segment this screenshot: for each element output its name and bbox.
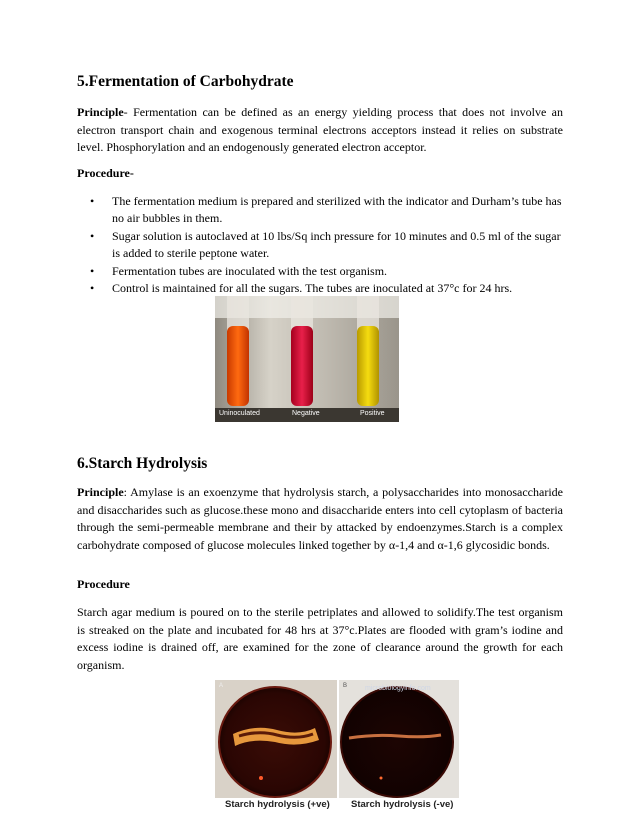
principle-label: Principle <box>77 485 124 499</box>
starch-hydrolysis-image <box>215 680 459 812</box>
watermark-text: microbiologyinfo.com <box>365 685 431 692</box>
starch-procedure-heading: Procedure <box>77 577 130 591</box>
starch-principle-paragraph <box>77 484 563 554</box>
fermentation-procedure-heading: Procedure- <box>77 166 134 180</box>
caption-positive: Starch hydrolysis (+ve) <box>225 799 330 810</box>
tube-label-uninoculated: Uninoculated <box>219 410 260 417</box>
tube-label-positive: Positive <box>360 410 385 417</box>
bullet-icon: • <box>90 228 95 243</box>
section-heading-fermentation: 5.Fermentation of Carbohydrate <box>77 73 294 90</box>
list-item: • Fermentation tubes are inoculated with the test organism. <box>77 263 563 280</box>
bullet-icon: • <box>90 281 95 296</box>
bullet-icon: • <box>90 263 95 278</box>
starch-procedure-text: Starch agar medium is poured on to the sterile petriplates and allowed to solidify.The test organism is streaked on the plate and incubated for 48 hrs at 37°c.Plates are flooded with gram’s iodine and excess iodine is drained off, are examined for the zone of clearance around the growth for each organism. <box>77 605 563 672</box>
caption-negative: Starch hydrolysis (-ve) <box>351 799 454 810</box>
plate-letter-b: B <box>343 683 348 689</box>
tube-label-negative: Negative <box>292 410 320 417</box>
principle-text: - Fermentation can be defined as an energy yielding process that does not involve an electron transport chain and exogenous terminal electrons acceptors instead it relies on substrate level. Phosphorylation and an endogenously generated electron acceptor. <box>77 105 563 155</box>
list-item: • Control is maintained for all the sugars. The tubes are inoculated at 37°c for 24 hrs. <box>77 280 563 297</box>
bullet-icon: • <box>90 194 95 208</box>
fermentation-principle-paragraph <box>77 104 563 157</box>
plate-letter-a: A <box>219 683 224 689</box>
section-heading-starch: 6.Starch Hydrolysis <box>77 455 208 472</box>
list-item: • Sugar solution is autoclaved at 10 lbs/Sq inch pressure for 10 minutes and 0.5 ml of the sugar is added to sterile peptone water. <box>90 228 561 261</box>
procedure-list <box>77 193 563 297</box>
fermentation-tubes-image <box>215 296 399 422</box>
list-item: • The fermentation medium is prepared and sterilized with the indicator and Durham’s tube has no air bubbles in them. <box>90 194 562 226</box>
principle-text: : Amylase is an exoenzyme that hydrolysis starch, a polysaccharides into monosaccharide and disaccharides such as glucose.these mono and disaccharide enters into cell cytoplasm of bacteria through the semi-permeable membrane and their by attacked by endoenzymes.Starch is a complex carbohydrate composed of glucose molecules linked together by α-1,4 and α-1,6 glycosidic bonds. <box>77 485 563 552</box>
principle-label: Principle <box>77 105 124 119</box>
